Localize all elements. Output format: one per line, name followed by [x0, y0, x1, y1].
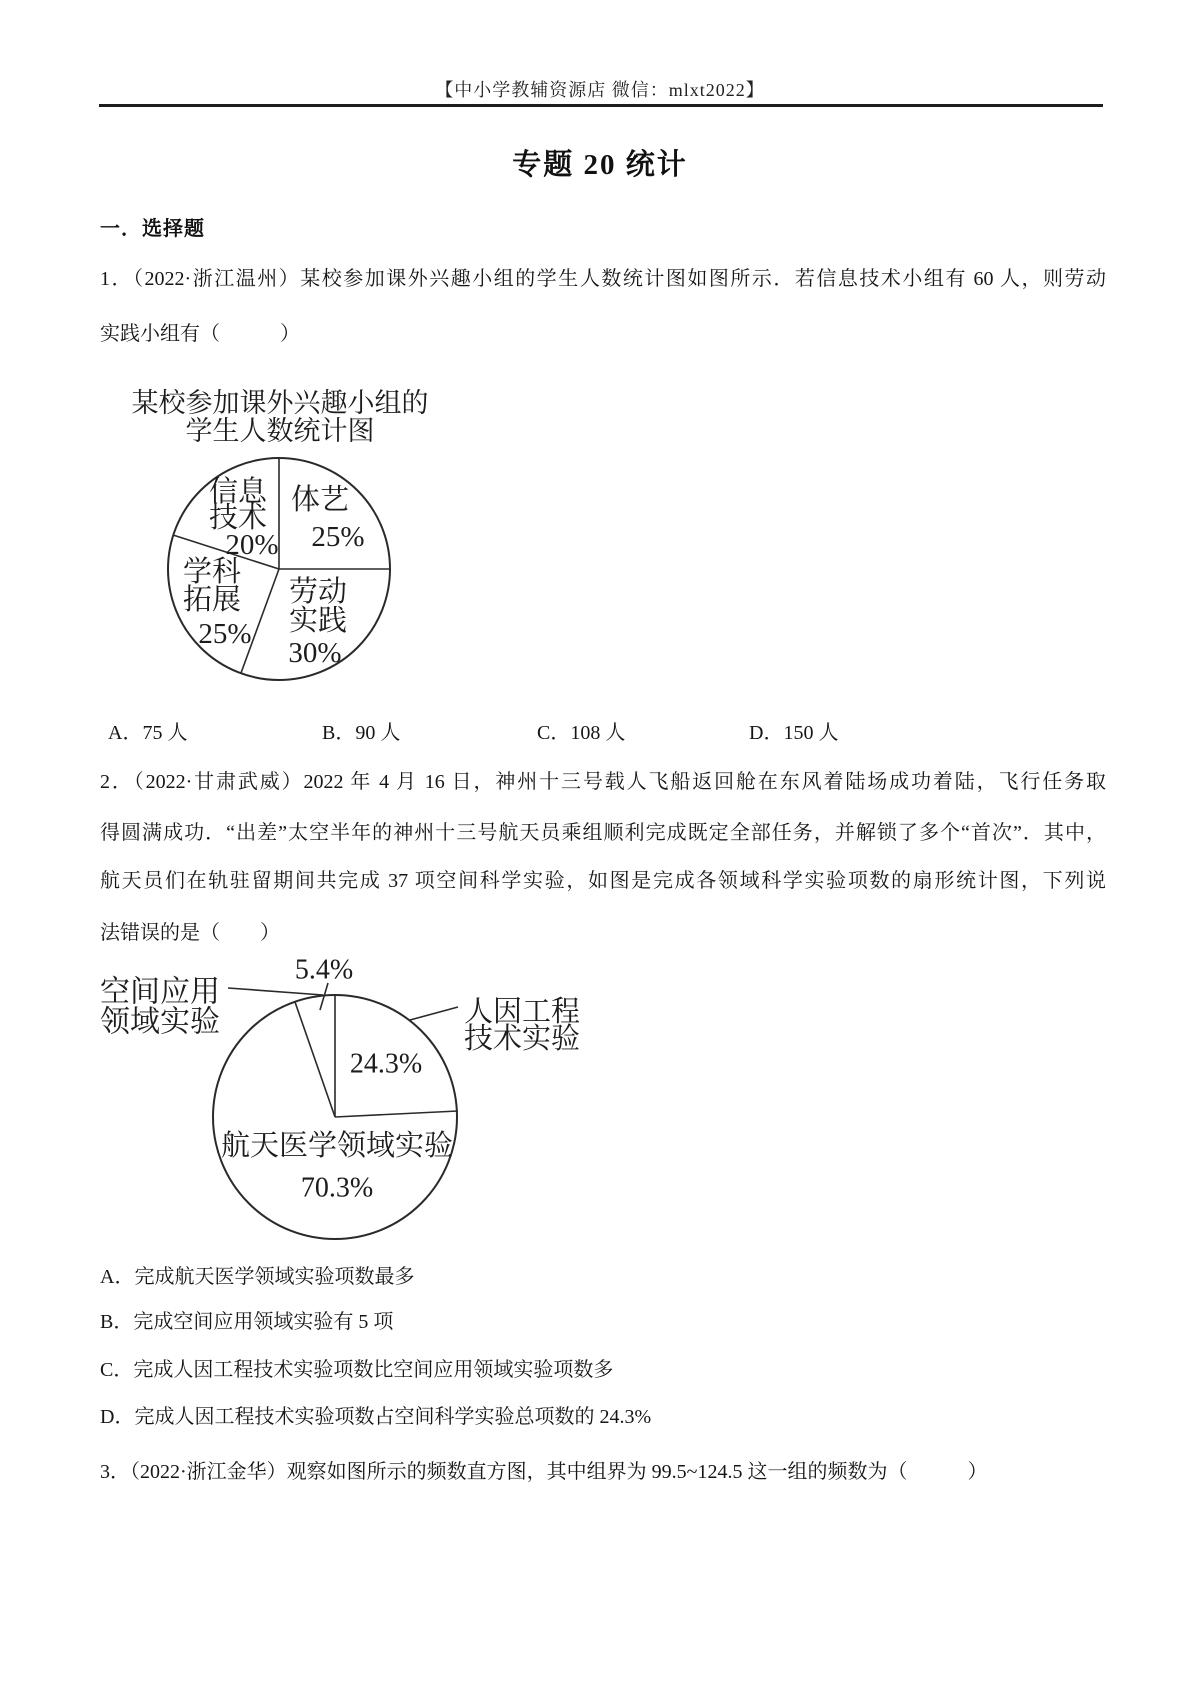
fig2-slice-line-right — [335, 1111, 458, 1117]
q2-option-c: C．完成人因工程技术实验项数比空间应用领域实验项数多 — [100, 1359, 614, 1381]
q2-option-b: B．完成空间应用领域实验有 5 项 — [100, 1311, 394, 1333]
q1-option-a: A．75 人 — [108, 722, 188, 744]
q1-text-line1: 1．（2022·浙江温州）某校参加课外兴趣小组的学生人数统计图如图所示．若信息技术小组有 60 人，则劳动 — [100, 268, 1106, 290]
fig1-label-info-line2: 技术 — [208, 502, 268, 534]
fig2-bottom-label: 航天医学领域实验 — [220, 1130, 454, 1162]
fig1-label-xueke-line1: 学科 — [182, 556, 242, 588]
fig2-left-label-line1: 空间应用 — [100, 975, 220, 1009]
fig1-title-line1: 某校参加课外兴趣小组的 — [131, 388, 429, 418]
q1-option-d: D．150 人 — [749, 722, 839, 744]
q1-pie-chart — [90, 378, 470, 690]
q2-pie-chart — [85, 950, 605, 1250]
section-heading: 一．选择题 — [100, 218, 205, 240]
q1-option-c: C．108 人 — [537, 722, 626, 744]
q3-text-line1: 3．（2022·浙江金华）观察如图所示的频数直方图，其中组界为 99.5~124.5 这一组的频数为（ ） — [100, 1461, 988, 1483]
fig1-label-laodong-line1: 劳动 — [288, 576, 348, 608]
fig2-right-pct: 24.3% — [349, 1048, 423, 1080]
fig1-label-laodong-pct: 30% — [288, 637, 342, 669]
fig2-bottom-pct: 70.3% — [300, 1172, 374, 1204]
fig1-label-tiyi-pct: 25% — [311, 521, 365, 553]
page-header: 【中小学教辅资源店 微信：mlxt2022】 — [435, 80, 765, 100]
fig1-label-laodong-line2: 实践 — [288, 605, 348, 637]
q2-text-line4: 法错误的是（ ） — [100, 922, 280, 944]
header-divider — [99, 104, 1103, 107]
fig2-slice-line-small — [295, 1002, 335, 1117]
q1-text-line2: 实践小组有（ ） — [100, 323, 300, 345]
fig1-label-info-line1: 信息 — [208, 476, 268, 508]
fig1-label-tiyi: 体艺 — [290, 484, 350, 516]
fig1-label-xueke-pct: 25% — [198, 618, 252, 650]
q2-text-line3: 航天员们在轨驻留期间共完成 37 项空间科学实验，如图是完成各领域科学实验项数的扇形统计图，下列说 — [100, 870, 1106, 892]
fig2-leader-right — [410, 1007, 458, 1020]
q2-option-a: A．完成航天医学领域实验项数最多 — [100, 1266, 415, 1288]
page-title: 专题 20 统计 — [512, 149, 688, 181]
fig2-right-label-line2: 技术实验 — [463, 1023, 581, 1055]
fig2-right-label-line1: 人因工程 — [463, 996, 581, 1028]
fig2-small-pct: 5.4% — [294, 954, 354, 986]
q1-option-b: B．90 人 — [322, 722, 401, 744]
q2-text-line1: 2．（2022·甘肃武威）2022 年 4 月 16 日，神州十三号载人飞船返回舱在东风着陆场成功着陆，飞行任务取 — [100, 771, 1106, 793]
fig1-label-info-pct: 20% — [225, 529, 279, 561]
fig2-leader-left — [228, 988, 323, 995]
q2-option-d: D．完成人因工程技术实验项数占空间科学实验总项数的 24.3% — [100, 1406, 652, 1428]
fig1-title-line2: 学生人数统计图 — [185, 416, 375, 446]
fig1-label-xueke-line2: 拓展 — [182, 584, 242, 616]
q2-text-line2: 得圆满成功．“出差”太空半年的神州十三号航天员乘组顺利完成既定全部任务，并解锁了多个“首次”．其中， — [100, 822, 1106, 844]
fig2-left-label-line2: 领域实验 — [100, 1005, 220, 1039]
